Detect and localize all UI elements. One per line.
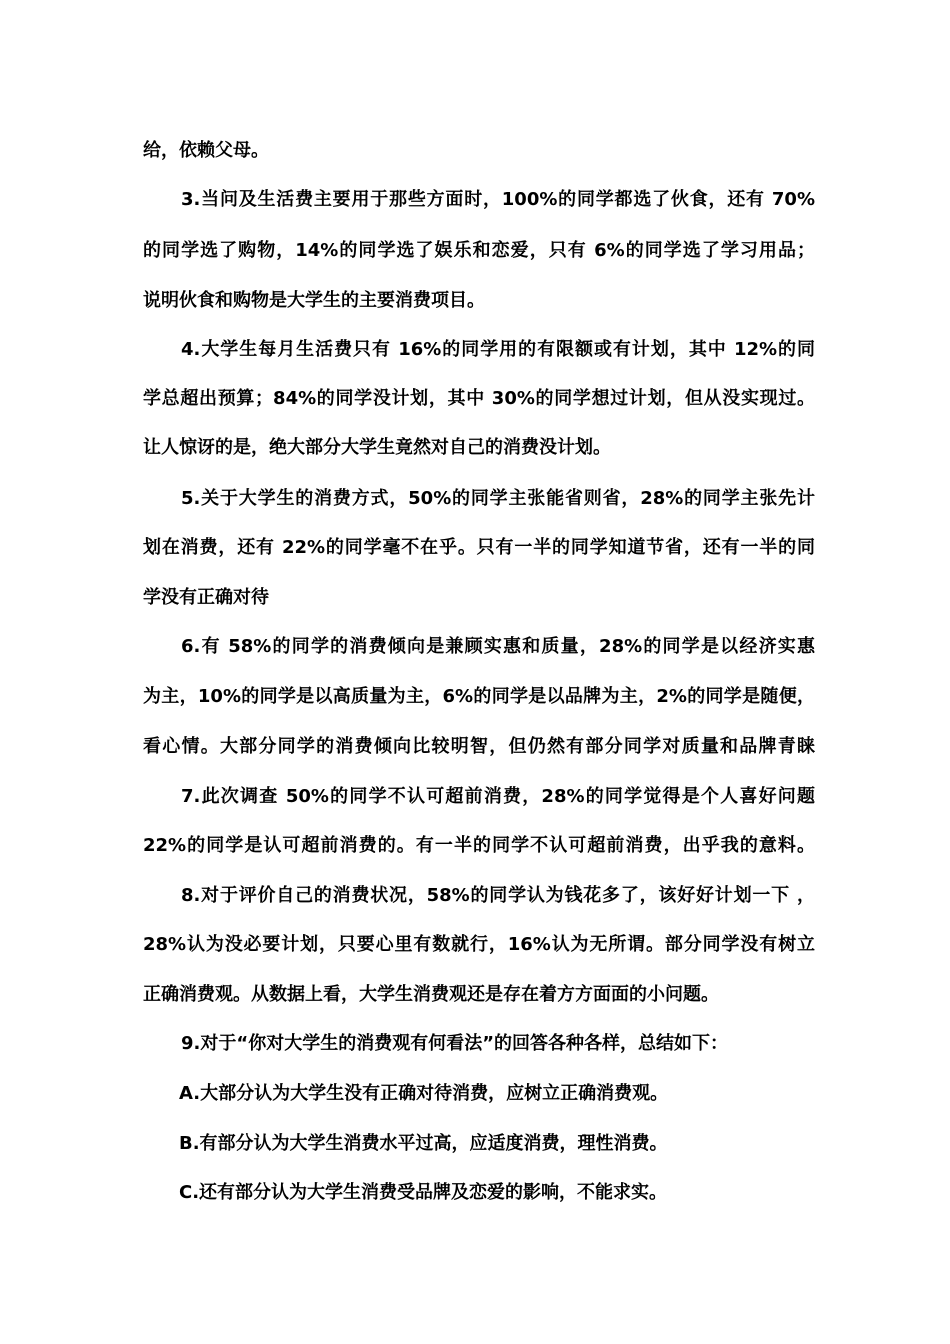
paragraph-3-line: 3.当问及生活费主要用于那些方面时，100%的同学都选了伙食，还有 70% (181, 189, 815, 210)
text-line: 给，依赖父母。 (143, 140, 269, 161)
paragraph-7-line: 7.此次调查 50%的同学不认可超前消费，28%的同学觉得是个人喜好问题 (181, 786, 815, 807)
paragraph-8-line: 8.对于评价自己的消费状况，58%的同学认为钱花多了，该好好计划一下 ， (181, 885, 815, 906)
text-line: 22%的同学是认可超前消费的。有一半的同学不认可超前消费，出乎我的意料。 (143, 835, 815, 856)
list-item: A.大部分认为大学生没有正确对待消费，应树立正确消费观。 (179, 1083, 669, 1104)
list-item: B.有部分认为大学生消费水平过高，应适度消费，理性消费。 (179, 1133, 668, 1154)
text-line: 学没有正确对待 (143, 587, 269, 608)
paragraph-5-line: 5.关于大学生的消费方式，50%的同学主张能省则省，28%的同学主张先计 (181, 488, 815, 509)
paragraph-6-line: 6.有 58%的同学的消费倾向是兼顾实惠和质量，28%的同学是以经济实惠 (181, 636, 815, 657)
text-line: 为主，10%的同学是以高质量为主，6%的同学是以品牌为主，2%的同学是随便， (143, 686, 815, 707)
text-line: 看心情。大部分同学的消费倾向比较明智，但仍然有部分同学对质量和品牌青睐 (143, 736, 815, 757)
text-line: 说明伙食和购物是大学生的主要消费项目。 (143, 290, 485, 311)
text-line: 28%认为没必要计划，只要心里有数就行，16%认为无所谓。部分同学没有树立 (143, 934, 815, 955)
text-line: 的同学选了购物，14%的同学选了娱乐和恋爱，只有 6%的同学选了学习用品； (143, 240, 815, 261)
text-line: 划在消费，还有 22%的同学毫不在乎。只有一半的同学知道节省，还有一半的同 (143, 537, 815, 558)
text-line: 让人惊讶的是，绝大部分大学生竟然对自己的消费没计划。 (143, 437, 611, 458)
text-line: 正确消费观。从数据上看，大学生消费观还是存在着方方面面的小问题。 (143, 984, 719, 1005)
paragraph-9-line: 9.对于“你对大学生的消费观有何看法”的回答各种各样，总结如下： (181, 1033, 729, 1054)
list-item: C.还有部分认为大学生消费受品牌及恋爱的影响，不能求实。 (179, 1182, 668, 1203)
paragraph-4-line: 4.大学生每月生活费只有 16%的同学用的有限额或有计划，其中 12%的同 (181, 339, 815, 360)
text-line: 学总超出预算；84%的同学没计划，其中 30%的同学想过计划，但从没实现过。 (143, 388, 815, 409)
